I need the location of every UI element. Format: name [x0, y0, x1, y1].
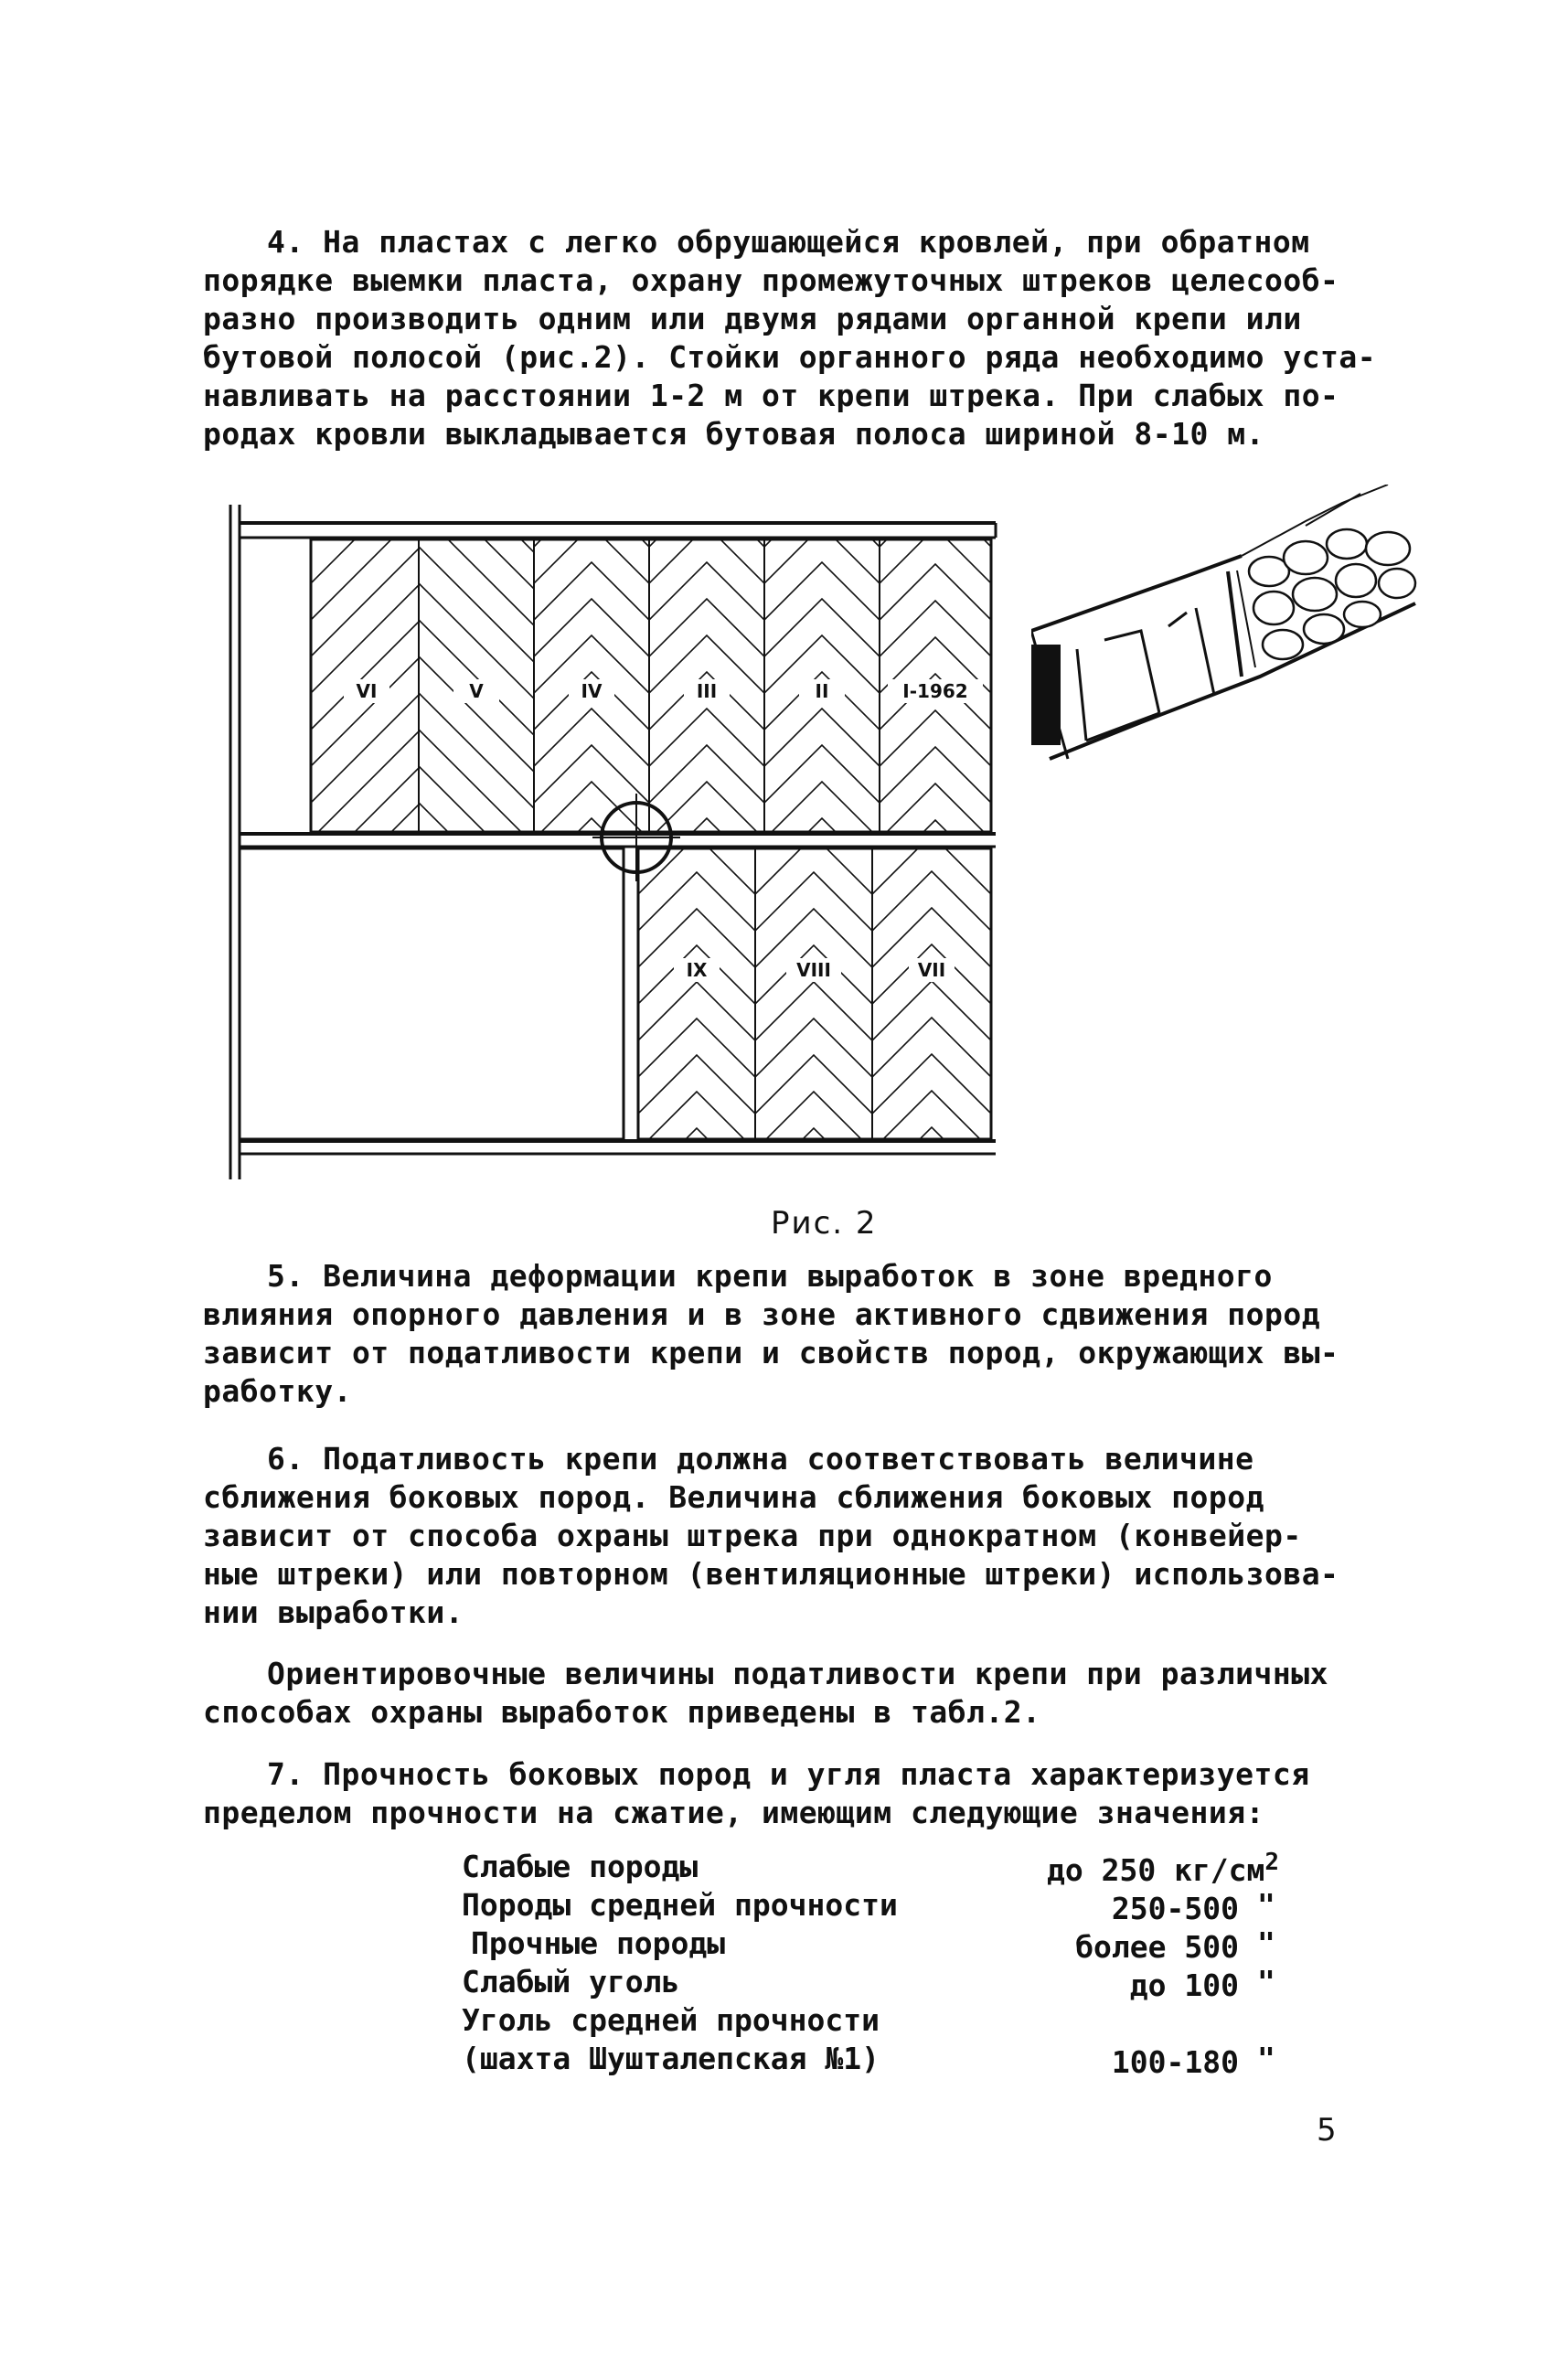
rock-type: Прочные породы	[471, 1925, 726, 1961]
text-line: 6. Податливость крепи должна соответствовать величине	[267, 1441, 1254, 1477]
paragraph-orientation	[203, 1655, 1382, 1732]
text-line: 4. На пластах с легко обрушающейся кровлей, при обратном	[267, 224, 1310, 260]
panel-label-vi: VI	[356, 680, 378, 702]
table-row	[462, 1887, 1376, 1925]
panel-label-vii: VII	[917, 959, 946, 981]
table-row	[462, 2041, 1376, 2079]
panel-label-iv: IV	[581, 680, 603, 702]
strength-value: 100-180	[1111, 2044, 1239, 2080]
rock-type: Уголь средней прочности	[462, 2002, 880, 2038]
panel-plan-figure	[223, 501, 1000, 1187]
text-line: влияния опорного давления и в зоне активного сдвижения пород	[203, 1296, 1321, 1332]
panel-label-i-1962: I-1962	[902, 680, 968, 702]
ditto-mark: "	[1257, 2041, 1275, 2076]
figure-caption: Рис. 2	[771, 1205, 878, 1242]
text-line: бутовой полосой (рис.2). Стойки органного ряда необходимо уста-	[203, 339, 1377, 375]
panel-label-v: V	[469, 680, 484, 702]
rock-type: (шахта Шушталепская №1)	[462, 2041, 880, 2076]
ditto-mark: "	[1257, 1964, 1275, 1999]
text-line: пределом прочности на сжатие, имеющим следующие значения:	[203, 1795, 1264, 1830]
ditto-mark: "	[1257, 1925, 1275, 1961]
text-line: зависит от способа охраны штрека при однократном (конвейер-	[203, 1518, 1302, 1553]
text-line: порядке выемки пласта, охрану промежуточных штреков целесооб-	[203, 262, 1339, 298]
strength-value: до 250 $кг/см^2$	[1047, 1849, 1280, 1888]
text-line: 7. Прочность боковых пород и угля пласта характеризуется	[267, 1756, 1310, 1792]
paragraph-4	[203, 223, 1382, 453]
paragraph-5	[203, 1257, 1382, 1411]
paragraph-6	[203, 1440, 1382, 1632]
text-line: сближения боковых пород. Величина сближения боковых пород	[203, 1479, 1264, 1515]
text-line: разно производить одним или двумя рядами органной крепи или	[203, 301, 1302, 336]
panel-label-viii: VIII	[796, 959, 831, 981]
table-row	[462, 1964, 1376, 2002]
page-number: 5	[1317, 2112, 1337, 2149]
text-line: нии выработки.	[203, 1594, 464, 1630]
text-line: 5. Величина деформации крепи выработок в зоне вредного	[267, 1258, 1273, 1294]
drift-section-figure	[1031, 485, 1424, 777]
rock-type: Породы средней прочности	[462, 1887, 898, 1923]
text-line: навливать на расстоянии 1-2 м от крепи штрека. При слабых по-	[203, 378, 1339, 413]
table-row	[462, 1849, 1376, 1887]
text-line: работку.	[203, 1373, 352, 1409]
panel-label-iii: III	[696, 680, 718, 702]
text-line: зависит от податливости крепи и свойств пород, окружающих вы-	[203, 1335, 1339, 1370]
text-line: ные штреки) или повторном (вентиляционные штреки) использова-	[203, 1556, 1339, 1592]
table-row	[462, 2002, 1376, 2041]
strength-value: 250-500	[1111, 1891, 1239, 1926]
panel-label-ix: IX	[686, 959, 708, 981]
strength-value: более 500	[1075, 1929, 1239, 1965]
paragraph-7	[203, 1755, 1382, 1832]
strength-table	[462, 1849, 1376, 2079]
rock-type: Слабый уголь	[462, 1964, 680, 1999]
text-line: способах охраны выработок приведены в табл.2.	[203, 1694, 1041, 1730]
ditto-mark: "	[1257, 1887, 1275, 1923]
table-row	[462, 1925, 1376, 1964]
rock-type: Слабые породы	[462, 1849, 699, 1884]
text-line: Ориентировочные величины податливости крепи при различных	[267, 1656, 1328, 1691]
strength-value: до 100	[1129, 1967, 1239, 2003]
text-line: родах кровли выкладывается бутовая полоса шириной 8-10 м.	[203, 416, 1264, 452]
panel-label-ii: II	[815, 680, 829, 702]
